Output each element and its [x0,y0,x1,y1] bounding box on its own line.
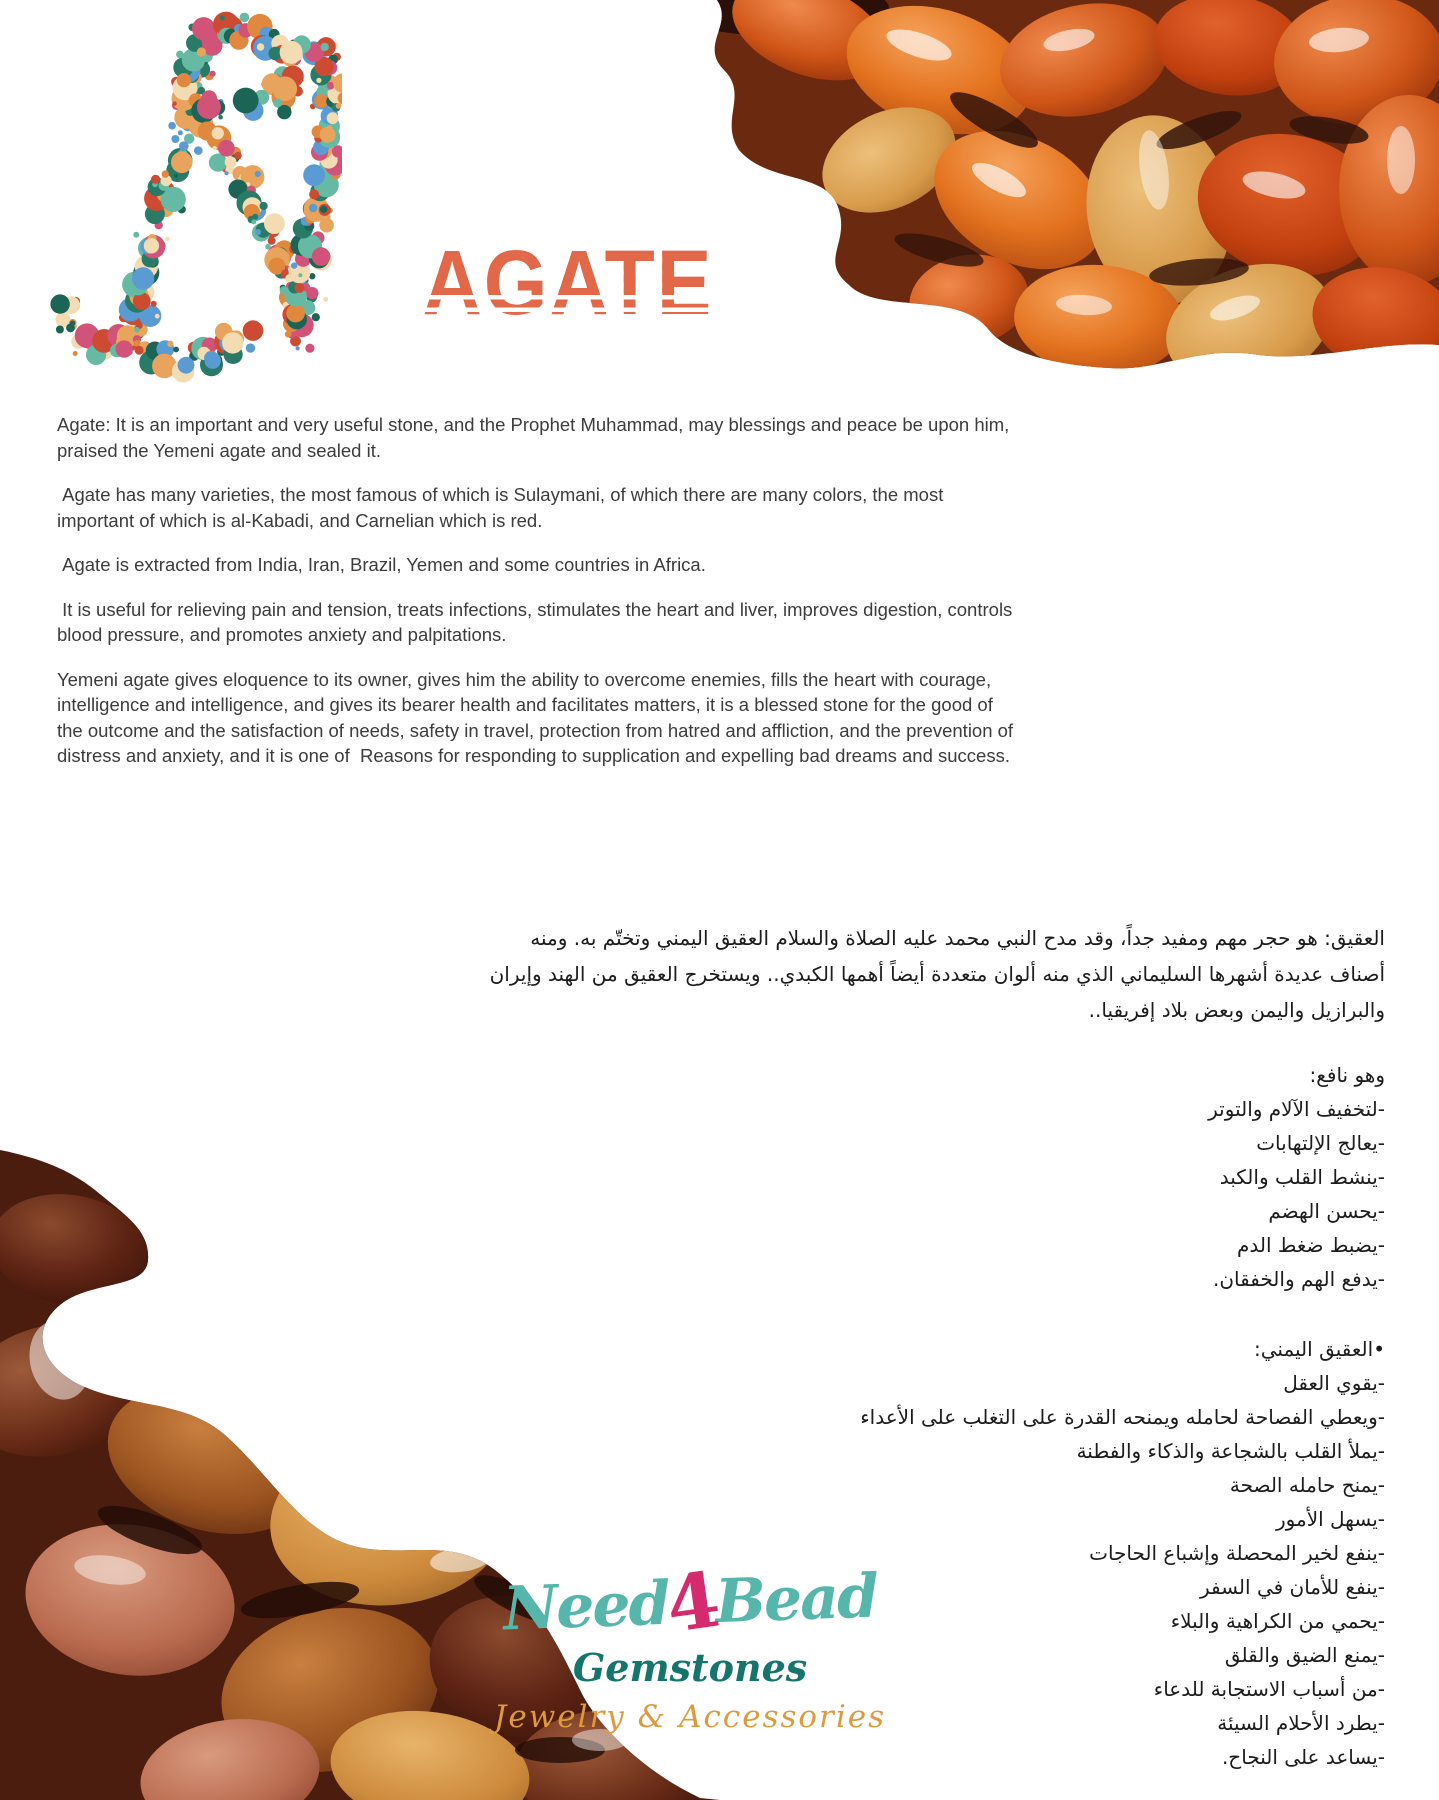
arabic-benefit-item: -ينشط القلب والكبد [1219,1165,1385,1189]
arabic-yemeni-item: -يمنح حامله الصحة [1229,1473,1385,1497]
arabic-benefit-item: -يضبط ضغط الدم [1236,1233,1385,1257]
english-paragraph: Agate is extracted from India, Iran, Brazil, Yemen and some countries in Africa. [57,554,706,575]
arabic-yemeni-item: -من أسباب الاستجابة للدعاء [1153,1677,1385,1701]
arabic-yemeni-item: -يملأ القلب بالشجاعة والذكاء والفطنة [1076,1439,1385,1463]
carnelian-stones-photo-top-right [639,0,1439,380]
arabic-yemeni-item: -يمنع الضيق والقلق [1224,1643,1385,1667]
brand-subtitle: Gemstones [572,1645,808,1690]
arabic-yemeni-item: -يحمي من الكراهية والبلاء [1170,1609,1385,1633]
brand-word-need: Need [502,1568,670,1645]
english-paragraph: Agate has many varieties, the most famous of which is Sulaymani, of which there are many colors, the most important of which is al-Kabadi, and Carnelian which is red. [57,484,949,531]
arabic-yemeni-header: •العقيق اليمني: [1254,1337,1385,1361]
arabic-benefit-item: -يحسن الهضم [1268,1199,1385,1223]
arabic-yemeni-item: -ويعطي الفصاحة لحامله ويمنحه القدرة على التغلب على الأعداء [860,1405,1385,1429]
brand-word-bead: Bead [714,1561,879,1638]
arabic-benefits-list [485,1092,1385,1296]
arabic-intro-paragraph: العقيق: هو حجر مهم ومفيد جداً، وقد مدح النبي محمد عليه الصلاة والسلام العقيق اليمني وتختّم به. ومنه أصناف عديدة أشهرها السليماني الذي منه ألوان متعددة أيضاً أهمها الكبدي.. ويستخرج العقيق من الهند وإيران والبرازيل واليمن وبعض بلاد إفريقيا.. [489,926,1385,1022]
english-paragraph: It is useful for relieving pain and tension, treats infections, stimulates the heart and liver, improves digestion, controls blood pressure, and promotes anxiety and palpitations. [57,598,1018,645]
arabic-benefit-item: -يدفع الهم والخفقان. [1213,1267,1385,1291]
english-paragraph: Agate: It is an important and very useful stone, and the Prophet Muhammad, may blessings and peace be upon him, praised the Yemeni agate and sealed it. [57,414,1015,461]
arabic-yemeni-item: -يقوي العقل [1283,1371,1385,1395]
brand-lockup [420,1554,960,1740]
arabic-yemeni-item: -يطرد الأحلام السيئة [1217,1711,1385,1735]
arabic-benefit-item: -يعالج الإلتهابات [1256,1131,1385,1155]
arabic-yemeni-item: -ينفع لخير المحصلة وإشباع الحاجات [1089,1541,1385,1565]
english-paragraph: Yemeni agate gives eloquence to its owner, gives him the ability to overcome enemies, fills the heart with courage, intelligence and intelligence, and gives its bearer health and facilitates matters, it is a blessed stone for the good of the outcome and the satisfaction of needs, safety in travel, protection from hatred and affliction, and the prevention of distress and anxiety, and it is one of Reasons for responding to supplication and expelling bad dreams and success. [57,668,1019,766]
brand-tagline: Jewelry & Accessories [493,1699,887,1735]
need4bead-dotted-monogram-logo [42,4,342,384]
arabic-benefits-header: وهو نافع: [1309,1063,1385,1087]
arabic-yemeni-item: -يسهل الأمور [1275,1507,1385,1531]
arabic-yemeni-item: -ينفع للأمان في السفر [1199,1575,1385,1599]
arabic-yemeni-item: -يساعد على النجاح. [1221,1745,1385,1769]
brand-number-4: 4 [660,1554,724,1650]
arabic-benefit-item: -لتخفيف الآلام والتوتر [1208,1097,1385,1121]
arabic-benefits-block [485,1058,1385,1296]
page-title: AGATE [408,238,728,330]
brand-wordmark [419,1549,962,1652]
english-text-block [57,412,1017,788]
